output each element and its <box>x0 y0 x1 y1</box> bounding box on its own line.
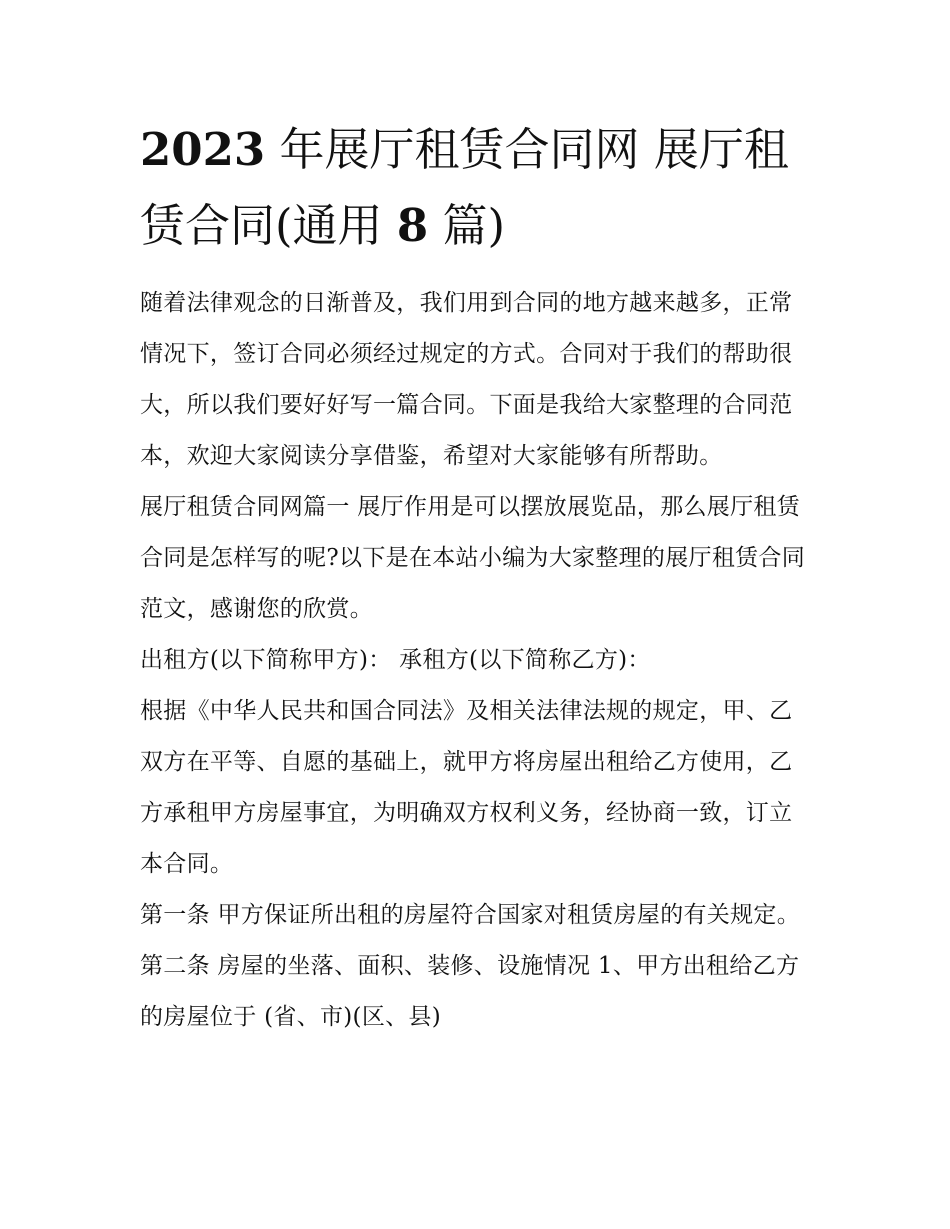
article-one-paragraph: 展厅租赁合同网篇一 展厅作用是可以摆放展览品，那么展厅租赁合同是怎样写的呢?以下是在本站小编为大家整理的展厅租赁合同范文，感谢您的欣赏。 <box>140 494 806 622</box>
document-body <box>140 112 815 1043</box>
title-suffix: 篇) <box>428 199 506 252</box>
intro-paragraph: 随着法律观念的日渐普及，我们用到合同的地方越来越多，正常情况下，签订合同必须经过规定的方式。合同对于我们的帮助很大，所以我们要好好写一篇合同。下面是我给大家整理的合同范本，欢迎大家阅读分享借鉴，希望对大家能够有所帮助。 <box>140 290 793 469</box>
clause-paragraph: 第一条 甲方保证所出租的房屋符合国家对租赁房屋的有关规定。 第二条 房屋的坐落、面积、装修、设施情况 1、甲方出租给乙方的房屋位于 (省、市)(区、县) <box>140 902 801 1030</box>
title-year: 2023 <box>140 123 266 176</box>
document-title <box>140 112 815 264</box>
title-text: 年展厅租赁合同网 展厅租赁合同(通用 <box>140 123 789 252</box>
legal-basis-paragraph: 根据《中华人民共和国合同法》及相关法律法规的规定，甲、乙双方在平等、自愿的基础上，就甲方将房屋出租给乙方使用，乙方承租甲方房屋事宜，为明确双方权利义务，经协商一致，订立本合同。 <box>140 698 793 877</box>
parties-paragraph: 出租方(以下简称甲方)： 承租方(以下简称乙方)： <box>140 647 651 673</box>
title-count: 8 <box>396 199 429 252</box>
